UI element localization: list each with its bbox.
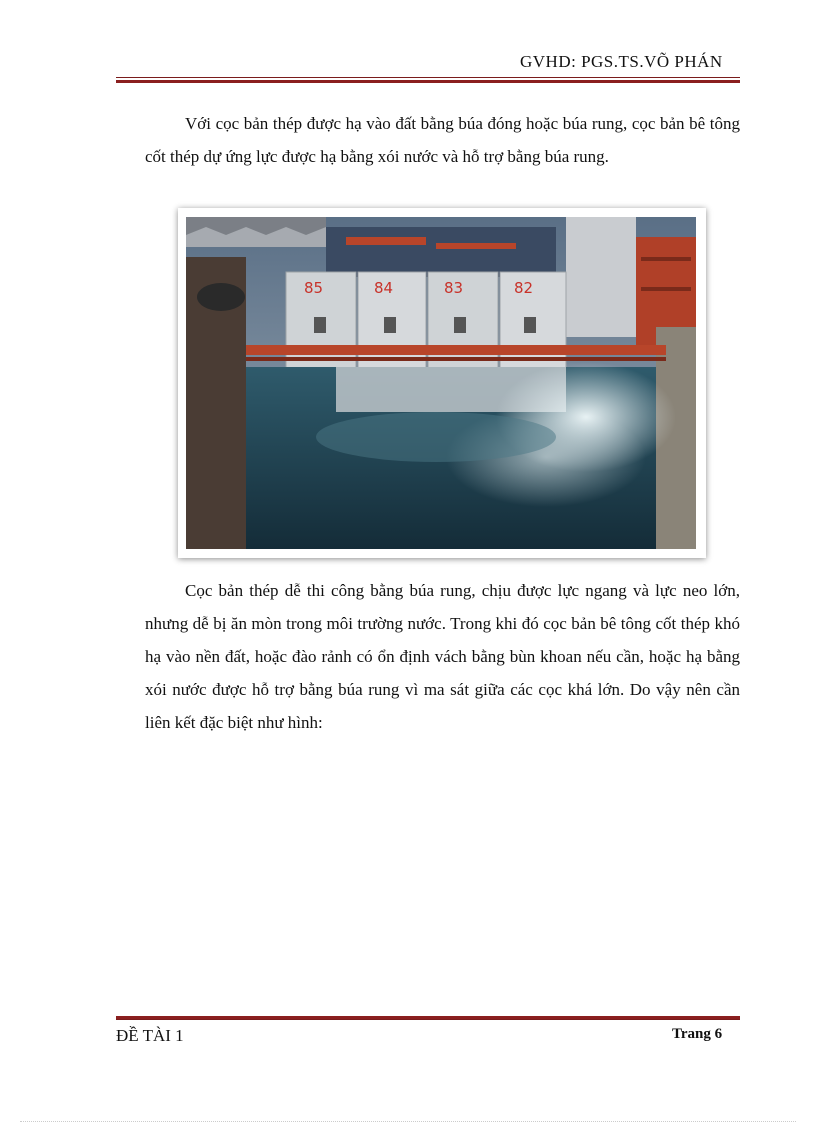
paragraph-1-text: Với cọc bản thép được hạ vào đất bằng búa đóng hoặc búa rung, cọc bản bê tông cốt thép dự ứng lực được hạ bằng xói nước và hỗ trợ bằng búa rung. (145, 114, 740, 166)
paragraph-1 (145, 107, 740, 173)
paragraph-2 (145, 574, 740, 739)
pile-label: 82 (514, 279, 534, 297)
paragraph-2-text: Cọc bản thép dễ thi công bằng búa rung, chịu được lực ngang và lực neo lớn, nhưng dễ bị ăn mòn trong môi trường nước. Trong khi đó cọc bản bê tông cốt thép khó hạ vào nền đất, hoặc đào rảnh có ổn định vách bằng bùn khoan nếu cần, hoặc hạ bằng xói nước được hỗ trợ bằng búa rung vì ma sát giữa các cọc khá lớn. Do vậy nên cần liên kết đặc biệt như hình: (145, 581, 740, 732)
header-rule (116, 77, 740, 83)
footer-rule (116, 1014, 740, 1020)
pile-label: 85 (304, 279, 324, 297)
page-number: Trang 6 (672, 1026, 723, 1042)
pile-label: 83 (444, 279, 464, 297)
construction-photo (178, 208, 706, 558)
page-edge (20, 1121, 796, 1122)
pile-label: 84 (374, 279, 394, 297)
sheet-pile-photo (186, 217, 696, 549)
footer-topic: ĐỀ TÀI 1 (116, 1026, 184, 1045)
header-supervisor: GVHD: PGS.TS.VÕ PHÁN (520, 52, 723, 71)
